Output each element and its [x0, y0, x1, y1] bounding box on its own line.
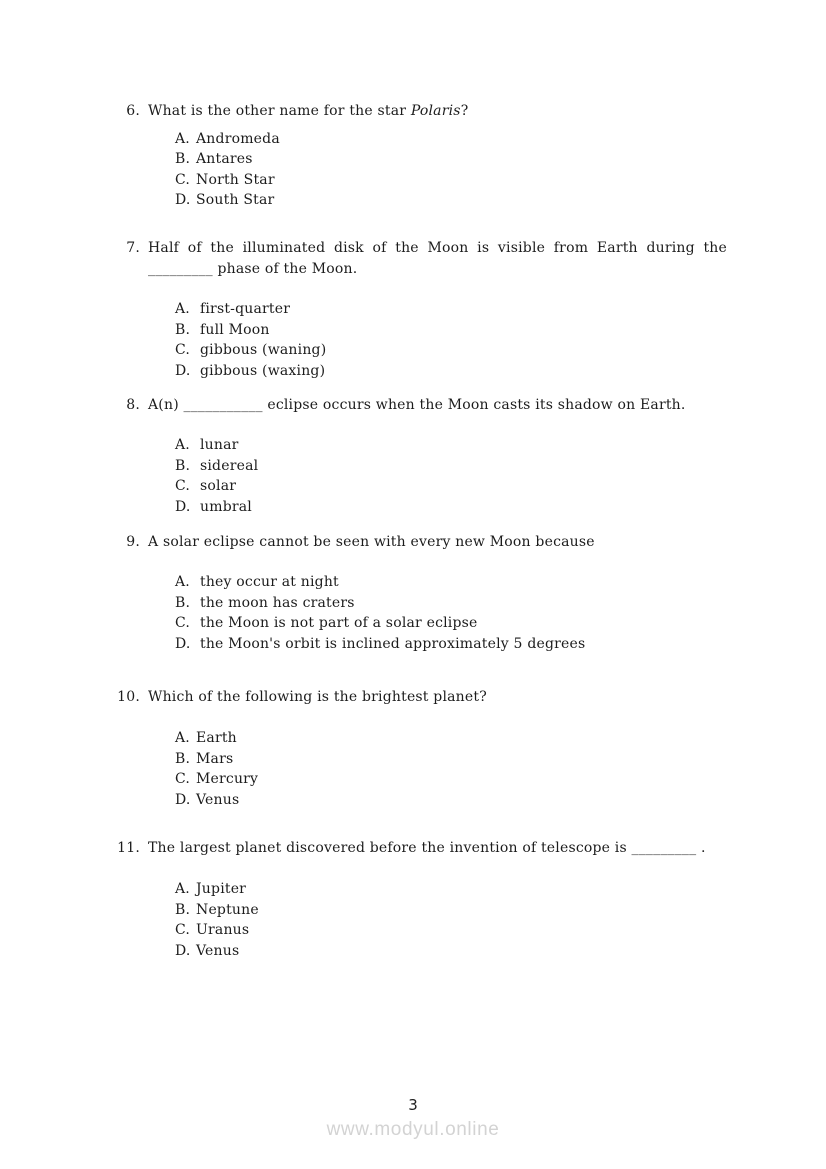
option-letter: A. [175, 730, 190, 747]
option-letter: B. [175, 594, 191, 611]
option-letter: B. [175, 321, 191, 338]
question-block-7 [117, 238, 727, 382]
option-letter: A. [175, 130, 190, 147]
question-text-italic: Polaris [410, 103, 461, 119]
option-text: Venus [196, 942, 240, 959]
option-text: North Star [196, 171, 275, 188]
option-row [175, 728, 727, 749]
option-text: umbral [200, 498, 252, 515]
option-row [175, 593, 727, 614]
option-row [175, 920, 727, 941]
option-text: South Star [196, 192, 275, 209]
question-number: 6. [126, 103, 140, 119]
option-text: full Moon [200, 321, 270, 338]
option-text: lunar [200, 437, 239, 454]
options-list [175, 299, 727, 381]
option-letter: D. [175, 362, 191, 379]
option-text: Neptune [196, 901, 259, 918]
option-letter: D. [175, 498, 191, 515]
question-line [117, 101, 727, 122]
question-text: Which of the following is the brightest planet? [148, 689, 487, 706]
question-number: 7. [126, 239, 140, 256]
question-line [117, 838, 727, 859]
question-number: 11. [117, 840, 140, 857]
option-letter: A. [175, 301, 190, 318]
option-letter: A. [175, 881, 190, 898]
option-letter: D. [175, 791, 191, 808]
option-letter: B. [175, 901, 191, 918]
question-block-10 [117, 687, 727, 810]
page-number: 3 [408, 1096, 418, 1114]
option-row [175, 497, 727, 518]
option-text: they occur at night [200, 574, 339, 591]
option-row [175, 879, 727, 900]
option-row [175, 749, 727, 770]
option-letter: D. [175, 942, 191, 959]
question-line [117, 532, 727, 553]
option-row [175, 900, 727, 921]
option-row [175, 613, 727, 634]
options-list [175, 129, 727, 211]
option-text: sidereal [200, 457, 259, 474]
options-list [175, 572, 727, 654]
option-row [175, 941, 727, 962]
option-row [175, 340, 727, 361]
option-row [175, 790, 727, 811]
options-list [175, 728, 727, 810]
option-letter: C. [175, 342, 191, 359]
question-text: Half of the illuminated disk of the Moon is visible from Earth during the _________ phase of the Moon. [148, 239, 727, 277]
question-text: A(n) ___________ eclipse occurs when the Moon casts its shadow on Earth. [148, 396, 686, 413]
question-text: The largest planet discovered before the invention of telescope is _________ . [148, 840, 706, 857]
option-text: Earth [196, 730, 237, 747]
watermark: www.modyul.online [326, 1119, 500, 1140]
option-letter: A. [175, 574, 190, 591]
option-row [175, 299, 727, 320]
option-row [175, 634, 727, 655]
question-line [117, 238, 727, 279]
option-row [175, 476, 727, 497]
question-block-11 [117, 838, 727, 961]
option-letter: C. [175, 478, 191, 495]
option-text: the Moon is not part of a solar eclipse [200, 615, 478, 632]
question-line [117, 395, 727, 416]
option-letter: B. [175, 750, 191, 767]
option-row [175, 170, 727, 191]
question-line [117, 687, 727, 708]
option-letter: D. [175, 635, 191, 652]
question-block-9 [117, 532, 727, 655]
document-page [117, 101, 727, 961]
option-letter: A. [175, 437, 190, 454]
option-text: solar [200, 478, 237, 495]
option-letter: C. [175, 171, 191, 188]
option-text: Uranus [196, 922, 250, 939]
question-text-segment: What is the other name for the star [148, 103, 411, 119]
option-letter: C. [175, 615, 191, 632]
option-row [175, 320, 727, 341]
question-number: 8. [126, 396, 140, 413]
option-text: gibbous (waxing) [200, 362, 326, 379]
option-text: the moon has craters [200, 594, 355, 611]
option-text: Mercury [196, 771, 259, 788]
question-text-segment: ? [460, 103, 469, 119]
option-letter: C. [175, 922, 191, 939]
option-row [175, 149, 727, 170]
question-block-8 [117, 395, 727, 518]
option-letter: B. [175, 457, 191, 474]
option-row [175, 769, 727, 790]
option-text: Jupiter [196, 881, 247, 898]
option-letter: C. [175, 771, 191, 788]
option-text: the Moon's orbit is inclined approximately 5 degrees [200, 635, 586, 652]
option-letter: D. [175, 192, 191, 209]
question-number: 9. [126, 533, 140, 550]
option-row [175, 435, 727, 456]
option-row [175, 572, 727, 593]
option-text: first-quarter [200, 301, 291, 318]
question-number: 10. [117, 689, 140, 706]
option-text: Mars [196, 750, 234, 767]
option-row [175, 456, 727, 477]
option-text: Venus [196, 791, 240, 808]
option-row [175, 361, 727, 382]
options-list [175, 879, 727, 961]
option-row [175, 190, 727, 211]
question-text: A solar eclipse cannot be seen with every new Moon because [148, 533, 595, 550]
question-text [148, 101, 727, 122]
option-text: Antares [196, 151, 253, 168]
option-text: gibbous (waning) [200, 342, 327, 359]
question-block-6 [117, 101, 727, 211]
option-letter: B. [175, 151, 191, 168]
option-row [175, 129, 727, 150]
option-text: Andromeda [196, 130, 280, 147]
options-list [175, 435, 727, 517]
